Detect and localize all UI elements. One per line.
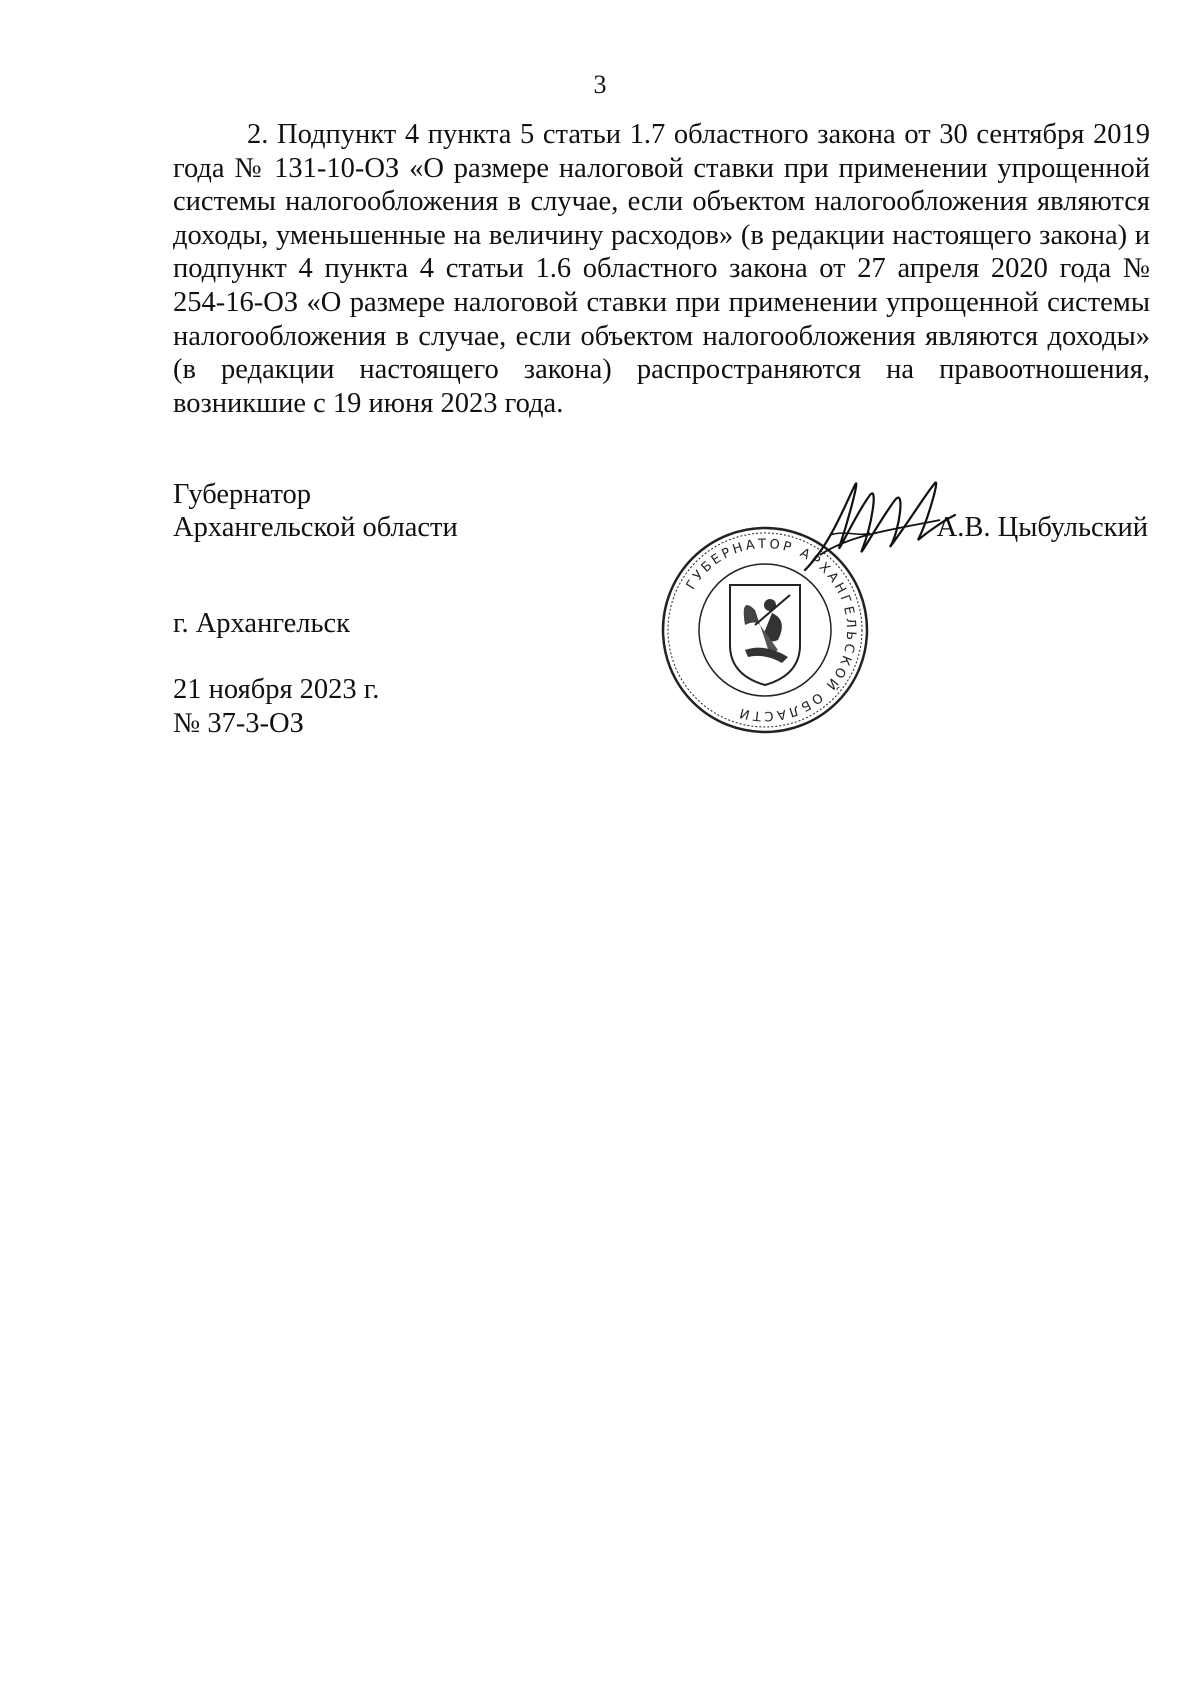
date-and-number [173,673,379,741]
paragraph-2: 2. Подпункт 4 пункта 5 статьи 1.7 областного закона от 30 сентября 2019 года № 131-10-ОЗ «О размере налоговой ставки при применении упрощенной системы налогообложения в случае, если объектом налогообложения являются доходы, уменьшенные на величину расходов» (в редакции настоящего закона) и подпункт 4 пункта 4 статьи 1.6 областного закона от 27 апреля 2020 года № 254-16-ОЗ «О размере налоговой ставки при применении упрощенной системы налогообложения в случае, если объектом налогообложения являются доходы» (в редакции настоящего закона) распространяются на правоотношения, возникшие с 19 июня 2023 года. [173,119,1150,419]
signatory-title [173,478,458,544]
signatory-name: А.В. Цыбульский [936,512,1148,543]
law-number: № 37-3-ОЗ [173,708,304,739]
seal-ring-text: ГУБЕРНАТОР АРХАНГЕЛЬСКОЙ ОБЛАСТИ [683,536,859,724]
signing-date: 21 ноября 2023 г. [173,674,380,705]
place-of-signing: г. Архангельск [173,608,351,639]
page-number: 3 [593,70,607,99]
signatory-title-line1: Губернатор [173,479,312,510]
signatory-title-line2: Архангельской области [173,512,458,543]
body-text [173,118,1150,420]
